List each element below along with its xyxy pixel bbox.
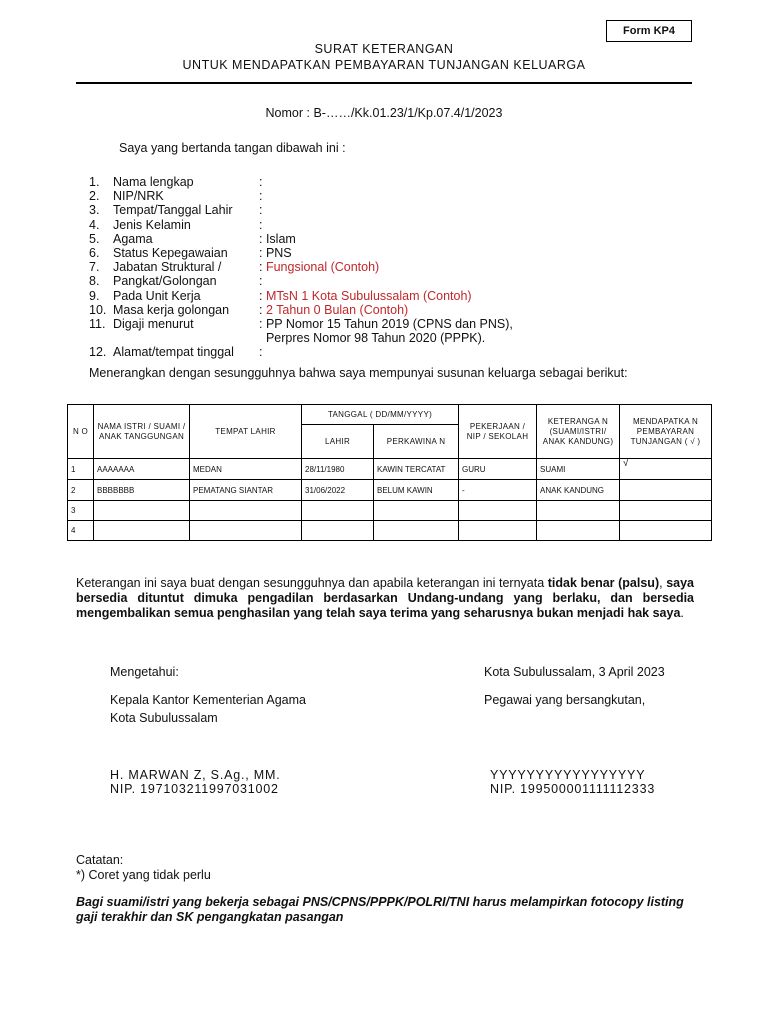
cell-lahir: [302, 501, 374, 521]
field-row: [89, 175, 513, 189]
field-number: [89, 331, 113, 345]
catatan-note: *) Coret yang tidak perlu: [76, 868, 211, 882]
field-row: [89, 260, 513, 274]
cell-no: 4: [68, 521, 94, 541]
cell-lahir: 31/06/2022: [302, 480, 374, 501]
cell-mendapatkan: [620, 501, 712, 521]
left-signer-title: Kepala Kantor Kementerian Agama: [110, 693, 306, 707]
field-number: 3.: [89, 203, 100, 218]
field-value: :: [259, 345, 263, 360]
field-value-example: 2 Tahun 0 Bulan (Contoh): [265, 302, 409, 317]
field-label: Pada Unit Kerja: [113, 288, 201, 303]
field-label: Agama: [113, 231, 153, 246]
cell-keterangan: [537, 501, 620, 521]
field-label: Nama lengkap: [113, 175, 194, 189]
field-row: [89, 331, 513, 345]
left-signer-name: H. MARWAN Z, S.Ag., MM.: [110, 768, 281, 782]
header-no: N O: [68, 405, 94, 459]
field-label: Tempat/Tanggal Lahir: [113, 203, 233, 218]
table-row: [68, 521, 712, 541]
field-row: [89, 246, 513, 260]
cell-keterangan: [537, 521, 620, 541]
field-value: : PNS: [259, 246, 292, 261]
letter-number: Nomor : B-……/Kk.01.23/1/Kp.07.4/1/2023: [265, 106, 503, 120]
identity-fields: [89, 175, 513, 360]
cell-nama: [94, 521, 190, 541]
cell-nama: [94, 501, 190, 521]
cell-mendapatkan: [620, 521, 712, 541]
cell-pekerjaan: GURU: [459, 459, 537, 480]
field-number: 1.: [89, 175, 100, 189]
field-value: :: [259, 288, 266, 303]
right-signer-title: Pegawai yang bersangkutan,: [484, 693, 646, 707]
field-row: [89, 274, 513, 288]
catatan-label: Catatan:: [76, 853, 124, 867]
header-tanggal: TANGGAL ( DD/MM/YYYY): [302, 405, 459, 425]
cell-perkawinan: [374, 501, 459, 521]
table-row: [68, 501, 712, 521]
left-signer-nip: NIP. 197103211997031002: [110, 782, 279, 796]
field-number: 12.: [89, 345, 107, 360]
right-signer-nip: NIP. 199500001111112333: [490, 782, 656, 796]
cell-lahir: 28/11/1980: [302, 459, 374, 480]
field-value: :: [259, 217, 263, 232]
field-row: [89, 189, 513, 203]
field-label: Jabatan Struktural /: [113, 260, 222, 275]
table-row: [68, 480, 712, 501]
field-label: Digaji menurut: [113, 317, 194, 332]
field-value: :: [259, 203, 263, 218]
field-row: [89, 289, 513, 303]
field-number: 9.: [89, 288, 100, 303]
field-value-example: Fungsional (Contoh): [265, 260, 380, 275]
place-date: Kota Subulussalam, 3 April 2023: [484, 665, 665, 679]
cell-lahir: [302, 521, 374, 541]
cell-no: 2: [68, 480, 94, 501]
declaration-text: Menerangkan dengan sesungguhnya bahwa saya mempunyai susunan keluarga sebagai berikut:: [89, 366, 628, 380]
field-value: :: [259, 260, 266, 275]
family-table: [67, 404, 712, 541]
cell-keterangan: ANAK KANDUNG: [537, 480, 620, 501]
statement-bold: saya bersedia dituntut dimuka pengadilan berdasarkan Undang-undang yang berlaku, dan bersedia mengembalikan semua penghasilan yang telah saya terima yang seharusnya bukan menjadi hak saya: [76, 576, 694, 620]
field-value: : Islam: [259, 231, 296, 246]
field-number: 2.: [89, 189, 100, 204]
field-value: :: [259, 175, 263, 189]
header-nama: NAMA ISTRI / SUAMI / ANAK TANGGUNGAN: [94, 405, 190, 459]
title-divider: [76, 82, 692, 84]
field-value: :: [259, 302, 266, 317]
field-label: Jenis Kelamin: [113, 217, 191, 232]
cell-perkawinan: KAWIN TERCATAT: [374, 459, 459, 480]
statement-text: .: [680, 606, 684, 620]
attachment-note: Bagi suami/istri yang bekerja sebagai PNS/CPNS/PPPK/POLRI/TNI harus melampirkan fotocopy listing gaji terakhir dan SK pengangkatan pasangan: [76, 895, 684, 924]
header-lahir: LAHIR: [302, 425, 374, 459]
cell-no: 3: [68, 501, 94, 521]
field-value: : PP Nomor 15 Tahun 2019 (CPNS dan PNS),: [259, 317, 513, 332]
field-row: [89, 218, 513, 232]
field-number: 4.: [89, 217, 100, 232]
left-signer-title2: Kota Subulussalam: [110, 711, 218, 725]
field-row: [89, 303, 513, 317]
form-code-box: Form KP4: [606, 20, 692, 42]
field-label: NIP/NRK: [113, 189, 164, 204]
cell-tempat: PEMATANG SIANTAR: [190, 480, 302, 501]
header-mendapatkan: MENDAPATKA N PEMBAYARAN TUNJANGAN ( √ ): [620, 405, 712, 459]
document-subtitle: UNTUK MENDAPATKAN PEMBAYARAN TUNJANGAN KELUARGA: [182, 58, 586, 72]
field-value: Perpres Nomor 98 Tahun 2020 (PPPK).: [259, 331, 486, 346]
header-tempat-lahir: TEMPAT LAHIR: [190, 405, 302, 459]
field-label: Masa kerja golongan: [113, 302, 230, 317]
field-label: Alamat/tempat tinggal: [113, 345, 234, 360]
catatan-section: [76, 853, 211, 883]
field-value: :: [259, 189, 263, 204]
field-number: 8.: [89, 274, 100, 289]
field-number: 7.: [89, 260, 100, 275]
cell-nama: AAAAAAA: [94, 459, 190, 480]
header-keterangan: KETERANGA N (SUAMI/ISTRI/ ANAK KANDUNG): [537, 405, 620, 459]
field-label: Pangkat/Golongan: [113, 274, 217, 289]
field-number: 11.: [89, 317, 106, 332]
cell-nama: BBBBBBB: [94, 480, 190, 501]
statement-paragraph: [76, 576, 694, 621]
field-row: [89, 345, 513, 359]
field-number: 6.: [89, 246, 100, 261]
statement-text: ,: [659, 576, 667, 590]
field-label: [113, 331, 259, 345]
statement-bold: tidak benar (palsu): [547, 576, 660, 590]
cell-perkawinan: BELUM KAWIN: [374, 480, 459, 501]
field-number: 5.: [89, 231, 100, 246]
field-row: [89, 317, 513, 331]
cell-tempat: [190, 521, 302, 541]
mengetahui-label: Mengetahui:: [110, 665, 179, 679]
field-value-example: MTsN 1 Kota Subulussalam (Contoh): [265, 288, 472, 303]
cell-tempat: MEDAN: [190, 459, 302, 480]
statement-text: Keterangan ini saya buat dengan sesungguhnya dan apabila keterangan ini ternyata: [76, 576, 548, 590]
cell-pekerjaan: [459, 501, 537, 521]
field-row: [89, 203, 513, 217]
document-title: SURAT KETERANGAN: [314, 42, 454, 56]
field-label: Status Kepegawaian: [113, 246, 228, 261]
cell-mendapatkan: [620, 480, 712, 501]
header-pekerjaan: PEKERJAAN / NIP / SEKOLAH: [459, 405, 537, 459]
table-row: [68, 459, 712, 480]
cell-no: 1: [68, 459, 94, 480]
right-signer-name: YYYYYYYYYYYYYYYYY: [490, 768, 646, 782]
field-row: [89, 232, 513, 246]
cell-mendapatkan: √: [620, 459, 712, 480]
cell-keterangan: SUAMI: [537, 459, 620, 480]
cell-tempat: [190, 501, 302, 521]
cell-pekerjaan: [459, 521, 537, 541]
field-value: :: [259, 274, 263, 289]
cell-pekerjaan: -: [459, 480, 537, 501]
field-number: 10.: [89, 302, 107, 317]
intro-text: Saya yang bertanda tangan dibawah ini :: [119, 141, 346, 155]
header-perkawinan: PERKAWINA N: [374, 425, 459, 459]
cell-perkawinan: [374, 521, 459, 541]
